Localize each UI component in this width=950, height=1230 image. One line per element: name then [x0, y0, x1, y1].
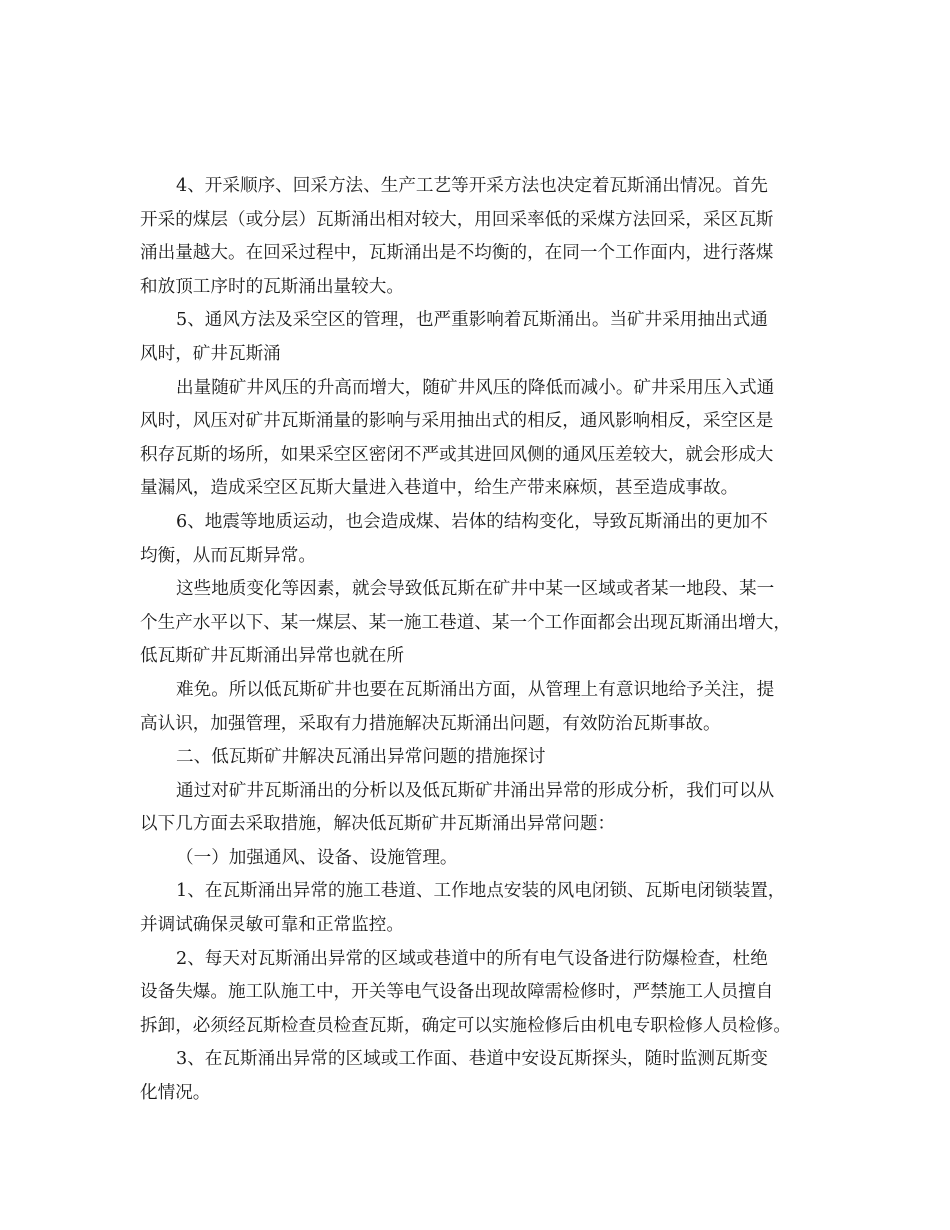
document-body [140, 170, 830, 1111]
text-line: 个生产水平以下、某一煤层、某一施工巷道、某一个工作面都会出现瓦斯涌出增大， [140, 612, 791, 633]
text-line: 2、每天对瓦斯涌出异常的区域或巷道中的所有电气设备进行防爆检查，杜绝 [176, 948, 768, 969]
text-line: 1、在瓦斯涌出异常的施工巷道、工作地点安装的风电闭锁、瓦斯电闭锁装置， [176, 881, 786, 902]
text-line: 积存瓦斯的场所，如果采空区密闭不严或其进回风侧的通风压差较大，就会形成大 [140, 444, 774, 465]
text-line: 4、开采顺序、回采方法、生产工艺等开采方法也决定着瓦斯涌出情况。首先 [176, 176, 768, 196]
text-line: 开采的煤层（或分层）瓦斯涌出相对较大，用回采率低的采煤方法回采，采区瓦斯 [140, 209, 774, 230]
text-line: 5、通风方法及采空区的管理，也严重影响着瓦斯涌出。当矿井采用抽出式通 [176, 310, 768, 331]
text-line: 拆卸，必须经瓦斯检查员检查瓦斯，确定可以实施检修后由机电专职检修人员检修。 [140, 1015, 791, 1036]
text-line: 出量随矿井风压的升高而增大，随矿井风压的降低而减小。矿井采用压入式通 [176, 377, 775, 398]
text-line: 低瓦斯矿井瓦斯涌出异常也就在所 [140, 646, 404, 667]
text-line: 量漏风，造成采空区瓦斯大量进入巷道中，给生产带来麻烦，甚至造成事故。 [140, 478, 739, 499]
text-line: 设备失爆。施工队施工中，开关等电气设备出现故障需检修时，严禁施工人员擅自 [140, 982, 774, 1003]
text-line: 二、低瓦斯矿井解决瓦涌出异常问题的措施探讨 [176, 747, 546, 768]
text-line: 6、地震等地质运动，也会造成煤、岩体的结构变化，导致瓦斯涌出的更加不 [176, 511, 768, 532]
text-line: 风时，风压对矿井瓦斯涌量的影响与采用抽出式的相反，通风影响相反，采空区是 [140, 411, 774, 432]
text-line: 通过对矿井瓦斯涌出的分析以及低瓦斯矿井涌出异常的形成分析，我们可以从 [176, 780, 775, 801]
text-line: 风时，矿井瓦斯涌 [140, 343, 281, 364]
text-line: 难免。所以低瓦斯矿井也要在瓦斯涌出方面，从管理上有意识地给予关注，提 [176, 679, 775, 700]
text-line: 均衡，从而瓦斯异常。 [140, 545, 316, 566]
text-line: 并调试确保灵敏可靠和正常监控。 [140, 915, 404, 936]
text-line: （一）加强通风、设备、设施管理。 [176, 847, 458, 868]
text-line: 和放顶工序时的瓦斯涌出量较大。 [140, 276, 404, 297]
text-line: 高认识，加强管理，采取有力措施解决瓦斯涌出问题，有效防治瓦斯事故。 [140, 713, 721, 734]
text-line: 这些地质变化等因素，就会导致低瓦斯在矿井中某一区域或者某一地段、某一 [176, 579, 775, 600]
text-line: 以下几方面去采取措施，解决低瓦斯矿井瓦斯涌出异常问题： [140, 814, 616, 835]
text-line: 化情况。 [140, 1083, 211, 1104]
text-line: 涌出量越大。在回采过程中，瓦斯涌出是不均衡的，在同一个工作面内，进行落煤 [140, 243, 774, 264]
text-line: 3、在瓦斯涌出异常的区域或工作面、巷道中安设瓦斯探头，随时监测瓦斯变 [176, 1049, 768, 1070]
